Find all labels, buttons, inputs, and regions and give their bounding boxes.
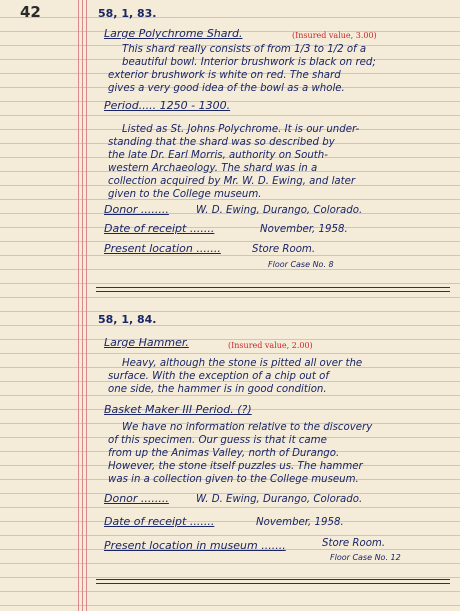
receipt-value: November, 1958. bbox=[256, 517, 344, 528]
item-title: Large Polychrome Shard. bbox=[104, 27, 243, 40]
catalog-number: 58, 1, 83. bbox=[98, 7, 157, 20]
receipt-value: November, 1958. bbox=[260, 224, 348, 235]
entry-divider bbox=[96, 287, 450, 288]
description-line: This shard really consists of from 1/3 to 1/2 of a bbox=[122, 44, 367, 55]
entry-divider bbox=[96, 291, 450, 292]
insured-value: (Insured value, 3.00) bbox=[292, 31, 377, 40]
description-line: surface. With the exception of a chip out of bbox=[108, 371, 329, 382]
location-value: Store Room. bbox=[252, 244, 316, 255]
notes-line: from up the Animas Valley, north of Durango. bbox=[108, 448, 340, 459]
notes-line: standing that the shard was so described by bbox=[108, 137, 335, 148]
donor-value: W. D. Ewing, Durango, Colorado. bbox=[196, 494, 363, 505]
location-value: Store Room. bbox=[322, 538, 386, 549]
notes-line: western Archaeology. The shard was in a bbox=[108, 163, 318, 174]
notes-line: Listed as St. Johns Polychrome. It is our under- bbox=[122, 124, 360, 135]
description-line: gives a very good idea of the bowl as a whole. bbox=[108, 83, 345, 94]
margin-line bbox=[78, 0, 79, 611]
period-label: Period..... 1250 - 1300. bbox=[104, 99, 231, 112]
description-line: one side, the hammer is in good condition. bbox=[108, 384, 327, 395]
notes-line: the late Dr. Earl Morris, authority on South- bbox=[108, 150, 328, 161]
period-label: Basket Maker III Period. (?) bbox=[104, 403, 252, 416]
notes-line: We have no information relative to the discovery bbox=[122, 422, 373, 433]
insured-value: (Insured value, 2.00) bbox=[228, 341, 313, 350]
location-note: Floor Case No. 12 bbox=[330, 553, 401, 562]
item-title: Large Hammer. bbox=[104, 336, 189, 349]
entry-divider bbox=[96, 579, 450, 580]
catalog-number: 58, 1, 84. bbox=[98, 313, 157, 326]
entry-divider bbox=[96, 583, 450, 584]
location-note: Floor Case No. 8 bbox=[268, 260, 334, 269]
page-number: 42 bbox=[20, 3, 41, 21]
notes-line: given to the College museum. bbox=[108, 189, 262, 200]
notes-line: of this specimen. Our guess is that it came bbox=[108, 435, 327, 446]
donor-label: Donor ........ bbox=[104, 203, 169, 216]
notes-line: However, the stone itself puzzles us. The hammer bbox=[108, 461, 363, 472]
margin-line bbox=[82, 0, 83, 611]
location-label: Present location ....... bbox=[104, 242, 221, 255]
margin-line bbox=[86, 0, 87, 611]
receipt-label: Date of receipt ....... bbox=[104, 515, 215, 528]
location-label: Present location in museum ....... bbox=[104, 539, 286, 552]
donor-value: W. D. Ewing, Durango, Colorado. bbox=[196, 205, 363, 216]
receipt-label: Date of receipt ....... bbox=[104, 222, 215, 235]
notes-line: was in a collection given to the College museum. bbox=[108, 474, 359, 485]
description-line: beautiful bowl. Interior brushwork is black on red; bbox=[122, 57, 376, 68]
notes-line: collection acquired by Mr. W. D. Ewing, and later bbox=[108, 176, 356, 187]
donor-label: Donor ........ bbox=[104, 492, 169, 505]
description-line: Heavy, although the stone is pitted all over the bbox=[122, 358, 363, 369]
description-line: exterior brushwork is white on red. The shard bbox=[108, 70, 341, 81]
